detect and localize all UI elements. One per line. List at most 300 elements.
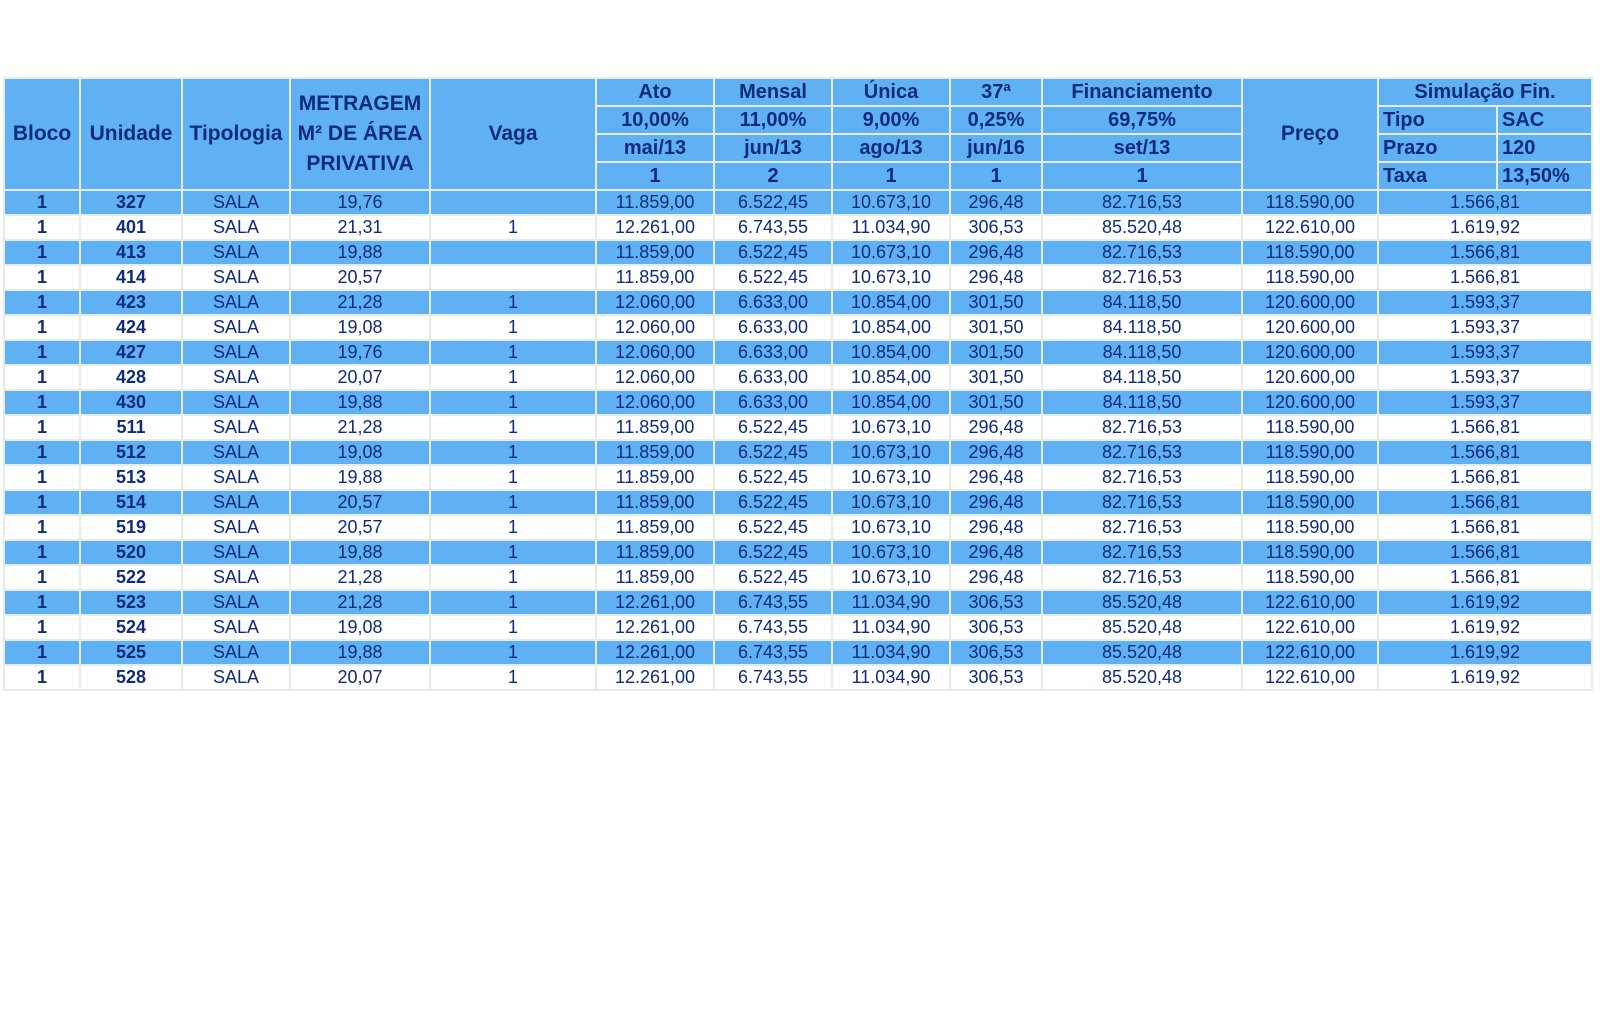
cell-ato: 12.261,00 [596, 615, 714, 640]
cell-vaga: 1 [430, 640, 596, 665]
cell-unidade: 520 [80, 540, 182, 565]
pricing-table [3, 77, 1593, 691]
table-body [4, 190, 1592, 690]
cell-unidade: 428 [80, 365, 182, 390]
cell-37a: 296,48 [950, 515, 1042, 540]
header-metragem-line: METRAGEM [298, 92, 422, 115]
cell-ato: 11.859,00 [596, 515, 714, 540]
cell-metragem: 21,28 [290, 290, 430, 315]
cell-preco: 120.600,00 [1242, 315, 1378, 340]
cell-financiamento: 82.716,53 [1042, 515, 1242, 540]
cell-vaga: 1 [430, 315, 596, 340]
cell-unidade: 327 [80, 190, 182, 215]
cell-financiamento: 82.716,53 [1042, 540, 1242, 565]
cell-metragem: 21,28 [290, 415, 430, 440]
cell-mensal: 6.743,55 [714, 215, 832, 240]
cell-simulacao: 1.566,81 [1378, 490, 1592, 515]
cell-bloco: 1 [4, 290, 80, 315]
cell-37a: 296,48 [950, 190, 1042, 215]
cell-vaga [430, 190, 596, 215]
cell-simulacao: 1.566,81 [1378, 515, 1592, 540]
header-37a-qty: 1 [950, 162, 1042, 190]
header-financiamento-pct: 69,75% [1042, 106, 1242, 134]
cell-mensal: 6.522,45 [714, 565, 832, 590]
table-row [4, 290, 1592, 315]
cell-bloco: 1 [4, 640, 80, 665]
cell-preco: 122.610,00 [1242, 215, 1378, 240]
cell-simulacao: 1.619,92 [1378, 640, 1592, 665]
cell-metragem: 20,57 [290, 490, 430, 515]
cell-metragem: 20,07 [290, 365, 430, 390]
cell-bloco: 1 [4, 465, 80, 490]
table-row [4, 340, 1592, 365]
cell-simulacao: 1.566,81 [1378, 565, 1592, 590]
header-simulacao-tipo-value: SAC [1497, 106, 1592, 134]
cell-unidade: 414 [80, 265, 182, 290]
header-unica-pct: 9,00% [832, 106, 950, 134]
cell-vaga: 1 [430, 565, 596, 590]
cell-tipologia: SALA [182, 515, 290, 540]
cell-unidade: 511 [80, 415, 182, 440]
cell-vaga: 1 [430, 540, 596, 565]
cell-mensal: 6.743,55 [714, 665, 832, 690]
cell-ato: 12.261,00 [596, 590, 714, 615]
cell-simulacao: 1.619,92 [1378, 215, 1592, 240]
cell-37a: 306,53 [950, 215, 1042, 240]
cell-unica: 10.673,10 [832, 440, 950, 465]
cell-unica: 10.673,10 [832, 465, 950, 490]
header-financiamento: Financiamento [1042, 78, 1242, 106]
cell-unica: 11.034,90 [832, 640, 950, 665]
cell-tipologia: SALA [182, 590, 290, 615]
cell-preco: 118.590,00 [1242, 265, 1378, 290]
cell-metragem: 21,31 [290, 215, 430, 240]
cell-ato: 11.859,00 [596, 265, 714, 290]
header-row [4, 78, 1592, 106]
header-ato: Ato [596, 78, 714, 106]
cell-metragem: 20,07 [290, 665, 430, 690]
cell-bloco: 1 [4, 565, 80, 590]
header-preco: Preço [1242, 78, 1378, 190]
cell-mensal: 6.633,00 [714, 315, 832, 340]
cell-mensal: 6.743,55 [714, 615, 832, 640]
cell-preco: 122.610,00 [1242, 665, 1378, 690]
cell-metragem: 19,88 [290, 640, 430, 665]
header-mensal-date: jun/13 [714, 134, 832, 162]
header-simulacao-prazo-label: Prazo [1378, 134, 1497, 162]
cell-37a: 306,53 [950, 640, 1042, 665]
cell-preco: 118.590,00 [1242, 565, 1378, 590]
cell-mensal: 6.522,45 [714, 440, 832, 465]
cell-tipologia: SALA [182, 565, 290, 590]
cell-unica: 10.854,00 [832, 390, 950, 415]
cell-vaga: 1 [430, 440, 596, 465]
cell-ato: 12.261,00 [596, 665, 714, 690]
table-header [4, 78, 1592, 190]
cell-37a: 301,50 [950, 365, 1042, 390]
cell-simulacao: 1.566,81 [1378, 265, 1592, 290]
cell-financiamento: 85.520,48 [1042, 640, 1242, 665]
cell-vaga: 1 [430, 215, 596, 240]
cell-metragem: 21,28 [290, 565, 430, 590]
header-unica-date: ago/13 [832, 134, 950, 162]
cell-ato: 11.859,00 [596, 565, 714, 590]
cell-vaga: 1 [430, 515, 596, 540]
cell-unica: 11.034,90 [832, 665, 950, 690]
cell-bloco: 1 [4, 190, 80, 215]
cell-bloco: 1 [4, 440, 80, 465]
cell-simulacao: 1.593,37 [1378, 315, 1592, 340]
header-simulacao-prazo-value: 120 [1497, 134, 1592, 162]
cell-37a: 296,48 [950, 240, 1042, 265]
table-row [4, 465, 1592, 490]
cell-metragem: 19,76 [290, 190, 430, 215]
cell-metragem: 19,88 [290, 240, 430, 265]
cell-unidade: 401 [80, 215, 182, 240]
cell-unidade: 424 [80, 315, 182, 340]
header-unica: Única [832, 78, 950, 106]
cell-unica: 10.673,10 [832, 515, 950, 540]
cell-unica: 10.854,00 [832, 365, 950, 390]
cell-tipologia: SALA [182, 490, 290, 515]
cell-bloco: 1 [4, 315, 80, 340]
cell-tipologia: SALA [182, 215, 290, 240]
cell-vaga: 1 [430, 465, 596, 490]
cell-unidade: 430 [80, 390, 182, 415]
cell-preco: 122.610,00 [1242, 590, 1378, 615]
cell-vaga [430, 265, 596, 290]
cell-tipologia: SALA [182, 240, 290, 265]
cell-unidade: 525 [80, 640, 182, 665]
cell-37a: 296,48 [950, 415, 1042, 440]
cell-financiamento: 85.520,48 [1042, 665, 1242, 690]
cell-metragem: 20,57 [290, 265, 430, 290]
cell-unica: 10.673,10 [832, 265, 950, 290]
cell-bloco: 1 [4, 215, 80, 240]
table-row [4, 315, 1592, 340]
cell-preco: 122.610,00 [1242, 615, 1378, 640]
cell-simulacao: 1.593,37 [1378, 390, 1592, 415]
cell-tipologia: SALA [182, 440, 290, 465]
cell-tipologia: SALA [182, 665, 290, 690]
cell-37a: 301,50 [950, 390, 1042, 415]
cell-financiamento: 85.520,48 [1042, 215, 1242, 240]
cell-mensal: 6.633,00 [714, 340, 832, 365]
cell-vaga [430, 240, 596, 265]
cell-tipologia: SALA [182, 540, 290, 565]
cell-metragem: 19,08 [290, 440, 430, 465]
cell-ato: 11.859,00 [596, 190, 714, 215]
cell-ato: 12.060,00 [596, 290, 714, 315]
cell-mensal: 6.633,00 [714, 290, 832, 315]
cell-mensal: 6.743,55 [714, 640, 832, 665]
cell-unidade: 513 [80, 465, 182, 490]
table-row [4, 590, 1592, 615]
cell-37a: 296,48 [950, 490, 1042, 515]
cell-ato: 11.859,00 [596, 440, 714, 465]
header-37a: 37ª [950, 78, 1042, 106]
cell-preco: 118.590,00 [1242, 515, 1378, 540]
cell-tipologia: SALA [182, 265, 290, 290]
cell-simulacao: 1.593,37 [1378, 290, 1592, 315]
cell-unidade: 514 [80, 490, 182, 515]
cell-simulacao: 1.566,81 [1378, 540, 1592, 565]
cell-mensal: 6.522,45 [714, 490, 832, 515]
cell-metragem: 19,76 [290, 340, 430, 365]
table-row [4, 490, 1592, 515]
cell-unica: 10.854,00 [832, 340, 950, 365]
header-vaga: Vaga [430, 78, 596, 190]
cell-bloco: 1 [4, 665, 80, 690]
table-row [4, 215, 1592, 240]
header-financiamento-date: set/13 [1042, 134, 1242, 162]
cell-37a: 296,48 [950, 465, 1042, 490]
cell-preco: 118.590,00 [1242, 490, 1378, 515]
cell-37a: 296,48 [950, 265, 1042, 290]
cell-vaga: 1 [430, 590, 596, 615]
cell-financiamento: 82.716,53 [1042, 265, 1242, 290]
table-row [4, 640, 1592, 665]
cell-simulacao: 1.593,37 [1378, 340, 1592, 365]
cell-mensal: 6.522,45 [714, 465, 832, 490]
cell-bloco: 1 [4, 615, 80, 640]
cell-mensal: 6.743,55 [714, 590, 832, 615]
cell-metragem: 19,08 [290, 315, 430, 340]
cell-tipologia: SALA [182, 340, 290, 365]
cell-unica: 10.854,00 [832, 315, 950, 340]
cell-preco: 118.590,00 [1242, 465, 1378, 490]
cell-mensal: 6.522,45 [714, 415, 832, 440]
cell-financiamento: 85.520,48 [1042, 615, 1242, 640]
cell-simulacao: 1.619,92 [1378, 590, 1592, 615]
cell-metragem: 19,88 [290, 540, 430, 565]
table-row [4, 265, 1592, 290]
cell-unica: 11.034,90 [832, 590, 950, 615]
header-metragem [290, 78, 430, 190]
cell-preco: 122.610,00 [1242, 640, 1378, 665]
cell-metragem: 19,88 [290, 390, 430, 415]
cell-tipologia: SALA [182, 290, 290, 315]
cell-tipologia: SALA [182, 365, 290, 390]
table-row [4, 565, 1592, 590]
header-simulacao-tipo-label: Tipo [1378, 106, 1497, 134]
cell-financiamento: 84.118,50 [1042, 290, 1242, 315]
cell-ato: 11.859,00 [596, 540, 714, 565]
cell-tipologia: SALA [182, 415, 290, 440]
cell-ato: 12.060,00 [596, 340, 714, 365]
cell-bloco: 1 [4, 240, 80, 265]
cell-vaga: 1 [430, 390, 596, 415]
cell-bloco: 1 [4, 490, 80, 515]
cell-mensal: 6.522,45 [714, 265, 832, 290]
cell-bloco: 1 [4, 540, 80, 565]
cell-financiamento: 82.716,53 [1042, 415, 1242, 440]
cell-bloco: 1 [4, 415, 80, 440]
cell-ato: 11.859,00 [596, 240, 714, 265]
cell-unica: 11.034,90 [832, 215, 950, 240]
header-37a-date: jun/16 [950, 134, 1042, 162]
cell-unidade: 523 [80, 590, 182, 615]
cell-financiamento: 82.716,53 [1042, 465, 1242, 490]
cell-vaga: 1 [430, 665, 596, 690]
cell-preco: 118.590,00 [1242, 240, 1378, 265]
cell-financiamento: 84.118,50 [1042, 340, 1242, 365]
table-row [4, 190, 1592, 215]
cell-vaga: 1 [430, 340, 596, 365]
cell-mensal: 6.522,45 [714, 515, 832, 540]
cell-vaga: 1 [430, 490, 596, 515]
table-row [4, 390, 1592, 415]
cell-ato: 12.060,00 [596, 365, 714, 390]
cell-simulacao: 1.619,92 [1378, 615, 1592, 640]
cell-preco: 118.590,00 [1242, 540, 1378, 565]
cell-mensal: 6.522,45 [714, 190, 832, 215]
cell-37a: 306,53 [950, 615, 1042, 640]
cell-financiamento: 85.520,48 [1042, 590, 1242, 615]
header-financiamento-qty: 1 [1042, 162, 1242, 190]
cell-preco: 120.600,00 [1242, 340, 1378, 365]
cell-vaga: 1 [430, 615, 596, 640]
cell-unica: 10.673,10 [832, 415, 950, 440]
cell-37a: 296,48 [950, 565, 1042, 590]
cell-tipologia: SALA [182, 615, 290, 640]
header-ato-date: mai/13 [596, 134, 714, 162]
cell-mensal: 6.633,00 [714, 365, 832, 390]
cell-37a: 301,50 [950, 290, 1042, 315]
cell-metragem: 21,28 [290, 590, 430, 615]
table-row [4, 515, 1592, 540]
cell-metragem: 20,57 [290, 515, 430, 540]
cell-unica: 10.673,10 [832, 190, 950, 215]
cell-simulacao: 1.566,81 [1378, 240, 1592, 265]
cell-vaga: 1 [430, 290, 596, 315]
cell-37a: 301,50 [950, 340, 1042, 365]
cell-unica: 10.673,10 [832, 540, 950, 565]
header-ato-qty: 1 [596, 162, 714, 190]
cell-unidade: 519 [80, 515, 182, 540]
cell-bloco: 1 [4, 515, 80, 540]
cell-unidade: 524 [80, 615, 182, 640]
cell-ato: 12.261,00 [596, 640, 714, 665]
cell-simulacao: 1.566,81 [1378, 440, 1592, 465]
cell-financiamento: 82.716,53 [1042, 565, 1242, 590]
cell-37a: 296,48 [950, 540, 1042, 565]
header-simulacao-taxa-label: Taxa [1378, 162, 1497, 190]
cell-mensal: 6.522,45 [714, 240, 832, 265]
cell-mensal: 6.633,00 [714, 390, 832, 415]
header-metragem-line: PRIVATIVA [306, 152, 414, 175]
header-mensal-pct: 11,00% [714, 106, 832, 134]
header-bloco: Bloco [4, 78, 80, 190]
cell-bloco: 1 [4, 365, 80, 390]
cell-unica: 10.673,10 [832, 565, 950, 590]
cell-vaga: 1 [430, 415, 596, 440]
cell-bloco: 1 [4, 390, 80, 415]
header-metragem-line: M² DE ÁREA [297, 122, 423, 145]
cell-unidade: 528 [80, 665, 182, 690]
cell-mensal: 6.522,45 [714, 540, 832, 565]
cell-bloco: 1 [4, 590, 80, 615]
table-row [4, 365, 1592, 390]
cell-simulacao: 1.566,81 [1378, 415, 1592, 440]
cell-unidade: 423 [80, 290, 182, 315]
table-row [4, 540, 1592, 565]
cell-37a: 301,50 [950, 315, 1042, 340]
cell-37a: 306,53 [950, 665, 1042, 690]
cell-unidade: 413 [80, 240, 182, 265]
header-37a-pct: 0,25% [950, 106, 1042, 134]
cell-preco: 118.590,00 [1242, 440, 1378, 465]
cell-simulacao: 1.566,81 [1378, 190, 1592, 215]
header-unica-qty: 1 [832, 162, 950, 190]
cell-tipologia: SALA [182, 465, 290, 490]
table-row [4, 240, 1592, 265]
cell-vaga: 1 [430, 365, 596, 390]
cell-metragem: 19,08 [290, 615, 430, 640]
cell-ato: 12.261,00 [596, 215, 714, 240]
cell-preco: 118.590,00 [1242, 190, 1378, 215]
cell-bloco: 1 [4, 340, 80, 365]
cell-tipologia: SALA [182, 190, 290, 215]
cell-unidade: 512 [80, 440, 182, 465]
cell-37a: 296,48 [950, 440, 1042, 465]
cell-preco: 120.600,00 [1242, 390, 1378, 415]
cell-financiamento: 84.118,50 [1042, 365, 1242, 390]
cell-bloco: 1 [4, 265, 80, 290]
cell-37a: 306,53 [950, 590, 1042, 615]
cell-simulacao: 1.619,92 [1378, 665, 1592, 690]
header-unidade: Unidade [80, 78, 182, 190]
cell-unidade: 427 [80, 340, 182, 365]
cell-preco: 120.600,00 [1242, 290, 1378, 315]
cell-ato: 11.859,00 [596, 490, 714, 515]
header-tipologia: Tipologia [182, 78, 290, 190]
table-row [4, 615, 1592, 640]
table-row [4, 440, 1592, 465]
cell-tipologia: SALA [182, 640, 290, 665]
header-ato-pct: 10,00% [596, 106, 714, 134]
cell-unidade: 522 [80, 565, 182, 590]
cell-ato: 12.060,00 [596, 390, 714, 415]
cell-financiamento: 82.716,53 [1042, 440, 1242, 465]
cell-metragem: 19,88 [290, 465, 430, 490]
cell-financiamento: 84.118,50 [1042, 315, 1242, 340]
cell-simulacao: 1.566,81 [1378, 465, 1592, 490]
cell-ato: 11.859,00 [596, 415, 714, 440]
cell-unica: 10.673,10 [832, 240, 950, 265]
cell-ato: 12.060,00 [596, 315, 714, 340]
cell-financiamento: 82.716,53 [1042, 240, 1242, 265]
cell-unica: 10.673,10 [832, 490, 950, 515]
header-simulacao-taxa-value: 13,50% [1497, 162, 1592, 190]
cell-tipologia: SALA [182, 390, 290, 415]
header-simulacao: Simulação Fin. [1378, 78, 1592, 106]
cell-financiamento: 84.118,50 [1042, 390, 1242, 415]
header-mensal-qty: 2 [714, 162, 832, 190]
table-row [4, 665, 1592, 690]
cell-simulacao: 1.593,37 [1378, 365, 1592, 390]
cell-preco: 118.590,00 [1242, 415, 1378, 440]
header-mensal: Mensal [714, 78, 832, 106]
cell-tipologia: SALA [182, 315, 290, 340]
cell-financiamento: 82.716,53 [1042, 490, 1242, 515]
cell-financiamento: 82.716,53 [1042, 190, 1242, 215]
table-row [4, 415, 1592, 440]
cell-unica: 10.854,00 [832, 290, 950, 315]
cell-unica: 11.034,90 [832, 615, 950, 640]
cell-preco: 120.600,00 [1242, 365, 1378, 390]
cell-ato: 11.859,00 [596, 465, 714, 490]
